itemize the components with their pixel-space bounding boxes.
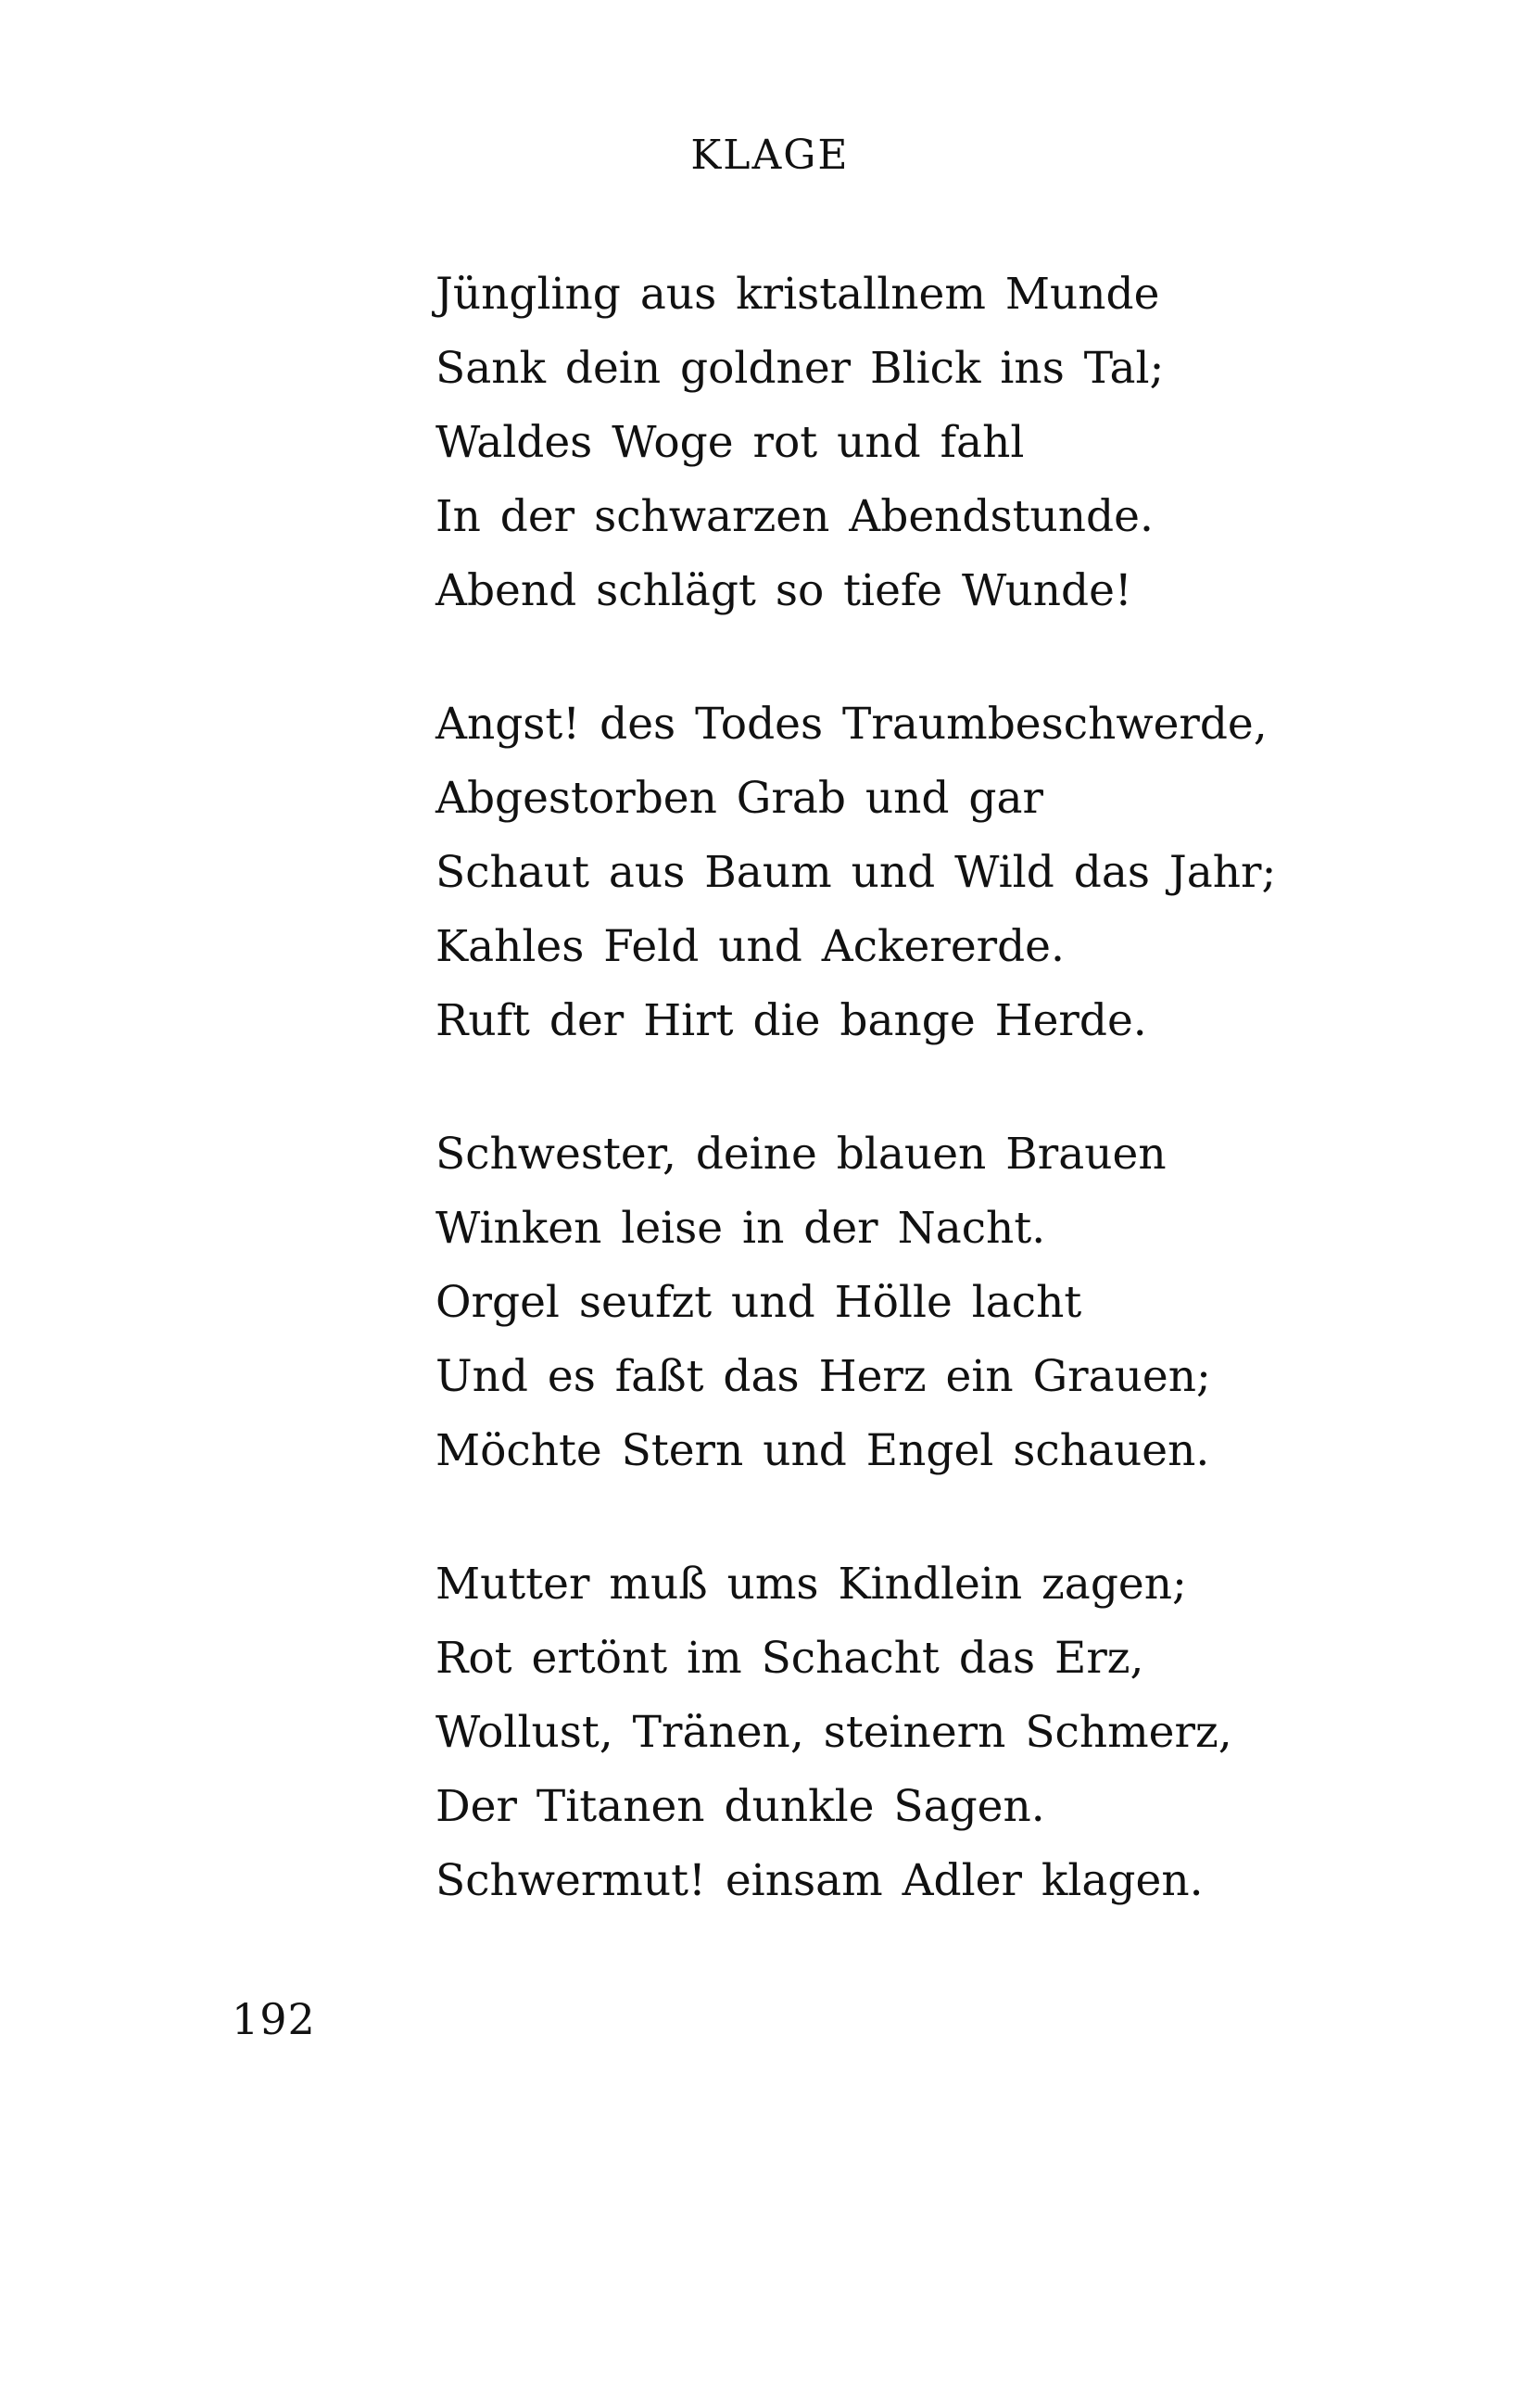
stanza-4 — [435, 1548, 1473, 1918]
poem-line: Schaut aus Baum und Wild das Jahr; — [435, 847, 1277, 898]
poem-line: Abgestorben Grab und gar — [435, 773, 1044, 824]
stanza-1 — [435, 258, 1473, 628]
poem-line: Möchte Stern und Engel schauen. — [435, 1425, 1210, 1476]
poem-line: In der schwarzen Abendstunde. — [435, 491, 1154, 542]
poem-line: Ruft der Hirt die bange Herde. — [435, 995, 1147, 1046]
poem-line: Orgel seufzt und Hölle lacht — [435, 1277, 1082, 1328]
poem-line: Und es faßt das Herz ein Grauen; — [435, 1351, 1211, 1402]
poem-line: Rot ertönt im Schacht das Erz, — [435, 1633, 1144, 1684]
poem-line: Schwermut! einsam Adler klagen. — [435, 1855, 1204, 1906]
poem-line: Angst! des Todes Traumbeschwerde, — [435, 699, 1268, 750]
poem-line: Mutter muß ums Kindlein zagen; — [435, 1559, 1187, 1610]
poem-body — [435, 258, 1473, 1977]
stanza-2 — [435, 688, 1473, 1058]
poem-line: Schwester, deine blauen Brauen — [435, 1129, 1167, 1180]
page-number: 192 — [232, 1994, 316, 2044]
poem-line: Kahles Feld und Ackererde. — [435, 921, 1065, 972]
poem-line: Winken leise in der Nacht. — [435, 1203, 1046, 1254]
poem-line: Wollust, Tränen, steinern Schmerz, — [435, 1707, 1232, 1758]
poem-line: Sank dein goldner Blick ins Tal; — [435, 343, 1165, 394]
poem-line: Der Titanen dunkle Sagen. — [435, 1781, 1045, 1832]
poem-line: Abend schlägt so tiefe Wunde! — [435, 565, 1132, 616]
poem-title: KLAGE — [690, 132, 850, 179]
stanza-3 — [435, 1118, 1473, 1488]
poem-line: Jüngling aus kristallnem Munde — [435, 269, 1160, 320]
poem-line: Waldes Woge rot und fahl — [435, 417, 1025, 468]
